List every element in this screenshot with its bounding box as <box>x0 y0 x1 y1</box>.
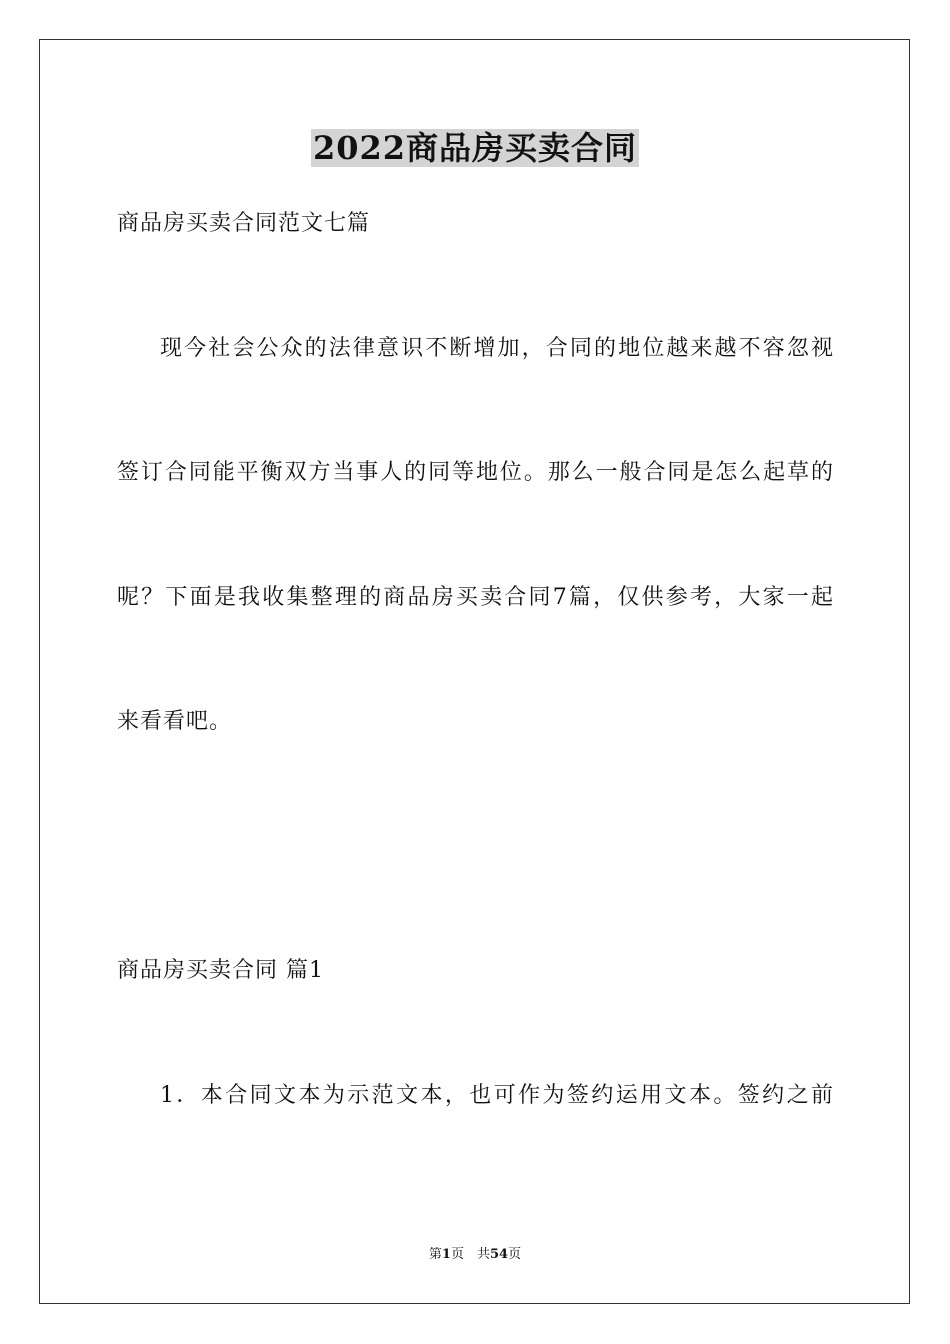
footer-page-number: 1 <box>441 1247 451 1262</box>
intro-line-4: 来看看吧。 <box>117 709 233 734</box>
intro-line-1: 现今社会公众的法律意识不断增加，合同的地位越来越不容忽视 <box>160 336 833 361</box>
footer-mid: 页 共 <box>450 1247 490 1262</box>
clause-line-1: 1．本合同文本为示范文本，也可作为签约运用文本。签约之前 <box>160 1083 833 1108</box>
footer-total-pages: 54 <box>489 1247 509 1262</box>
section-heading: 商品房买卖合同 篇1 <box>117 958 324 983</box>
intro-line-2: 签订合同能平衡双方当事人的同等地位。那么一般合同是怎么起草的 <box>117 460 833 485</box>
footer-suffix: 页 <box>508 1247 522 1262</box>
footer-prefix: 第 <box>428 1247 442 1262</box>
document-title <box>0 124 950 172</box>
document-title-text: 2022商品房买卖合同 <box>312 129 638 167</box>
page-footer <box>0 1245 950 1265</box>
document-subtitle: 商品房买卖合同范文七篇 <box>117 211 371 236</box>
intro-line-3: 呢？下面是我收集整理的商品房买卖合同7篇，仅供参考，大家一起 <box>117 585 833 610</box>
